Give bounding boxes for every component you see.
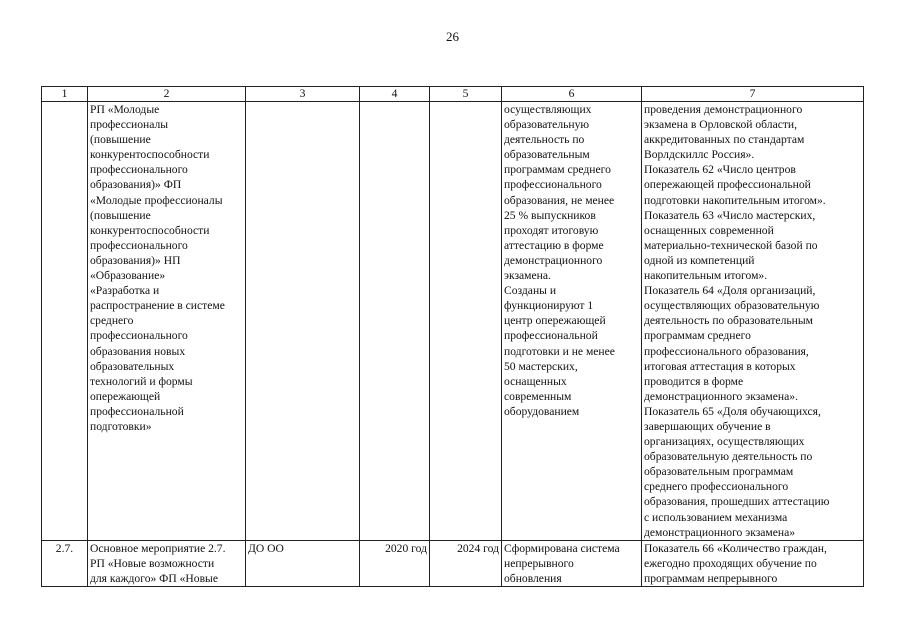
table-row bbox=[42, 540, 864, 586]
table-row bbox=[42, 102, 864, 541]
document-table bbox=[41, 86, 864, 587]
text-line: программам среднего bbox=[504, 163, 611, 177]
text-line: технологий и формы bbox=[90, 374, 193, 388]
text-line: образования, не менее bbox=[504, 193, 615, 207]
text-line: программам непрерывного bbox=[644, 571, 778, 585]
text-line: (повышение bbox=[90, 208, 151, 222]
text-line: итоговая аттестация в которых bbox=[644, 359, 796, 373]
header-cell-2: 2 bbox=[88, 87, 246, 102]
text-line: организациях, осуществляющих bbox=[644, 435, 805, 449]
text-line: образования новых bbox=[90, 344, 186, 358]
text-line: одной из компетенций bbox=[644, 253, 755, 267]
text-line: конкурентоспособности bbox=[90, 148, 210, 162]
text-line: программам среднего bbox=[644, 329, 751, 343]
page-number: 26 bbox=[446, 29, 459, 44]
header-cell-4: 4 bbox=[360, 87, 430, 102]
text-line: непрерывного bbox=[504, 556, 574, 570]
text-line: завершающих обучение в bbox=[644, 419, 771, 433]
row1-activity-cell bbox=[88, 102, 246, 541]
text-line: проводится в форме bbox=[644, 374, 744, 388]
header-cell-6: 6 bbox=[502, 87, 642, 102]
text-line: Ворлдскиллс Россия». bbox=[644, 148, 755, 162]
header-cell-5: 5 bbox=[430, 87, 502, 102]
text-line: опережающей bbox=[90, 389, 161, 403]
text-line: ежегодно проходящих обучение по bbox=[644, 556, 817, 570]
row1-start-cell bbox=[360, 102, 430, 541]
text-line: экзамена. bbox=[504, 269, 551, 283]
row2-activity-cell bbox=[88, 540, 246, 586]
text-line: подготовки и не менее bbox=[504, 344, 615, 358]
text-line: материально-технической базой по bbox=[644, 238, 818, 252]
text-line: «Образование» bbox=[90, 269, 166, 283]
text-line: профессионального образования, bbox=[644, 344, 809, 358]
text-line: аккредитованных по стандартам bbox=[644, 133, 805, 147]
text-line: осуществляющих bbox=[504, 103, 592, 116]
text-line: Показатель 63 «Число мастерских, bbox=[644, 208, 816, 222]
text-line: Основное мероприятие 2.7. bbox=[90, 541, 226, 555]
text-line: профессиональной bbox=[504, 329, 598, 343]
row1-indicator-cell bbox=[642, 102, 864, 541]
text-line: демонстрационного bbox=[504, 253, 603, 267]
text-line: оснащенных современной bbox=[644, 223, 774, 237]
text-line: обновления bbox=[504, 571, 562, 585]
text-line: образования)» НП bbox=[90, 253, 181, 267]
row1-number-cell bbox=[42, 102, 88, 541]
text-line: Показатель 65 «Доля обучающихся, bbox=[644, 404, 821, 418]
text-line: РП «Новые возможности bbox=[90, 556, 215, 570]
header-cell-3: 3 bbox=[246, 87, 360, 102]
text-line: экзамена в Орловской области, bbox=[644, 118, 798, 132]
text-line: (повышение bbox=[90, 133, 151, 147]
text-line: образовательную bbox=[504, 118, 590, 132]
text-line: осуществляющих образовательную bbox=[644, 299, 820, 313]
text-line: профессионального bbox=[504, 178, 602, 192]
text-line: 50 мастерских, bbox=[504, 359, 578, 373]
text-line: центр опережающей bbox=[504, 314, 606, 328]
row2-number-cell: 2.7. bbox=[42, 540, 88, 586]
text-line: оборудованием bbox=[504, 404, 580, 418]
text-line: среднего bbox=[90, 314, 134, 328]
text-line: РП «Молодые bbox=[90, 103, 160, 116]
header-cell-1: 1 bbox=[42, 87, 88, 102]
text-line: образовательных bbox=[90, 359, 175, 373]
row2-end-cell: 2024 год bbox=[430, 540, 502, 586]
text-line: профессионального bbox=[90, 238, 188, 252]
text-line: подготовки» bbox=[90, 419, 152, 433]
text-line: накопительным итогом». bbox=[644, 269, 768, 283]
text-line: «Молодые профессионалы bbox=[90, 193, 223, 207]
text-line: опережающей профессиональной bbox=[644, 178, 811, 192]
text-line: оснащенных bbox=[504, 374, 567, 388]
text-line: с использованием механизма bbox=[644, 510, 788, 524]
text-line: подготовки накопительным итогом». bbox=[644, 193, 826, 207]
row1-result-cell bbox=[502, 102, 642, 541]
text-line: Созданы и bbox=[504, 284, 557, 298]
header-cell-7: 7 bbox=[642, 87, 864, 102]
row1-executor-cell bbox=[246, 102, 360, 541]
text-line: профессиональной bbox=[90, 404, 184, 418]
text-line: Показатель 66 «Количество граждан, bbox=[644, 541, 827, 555]
text-line: для каждого» ФП «Новые bbox=[90, 571, 218, 585]
text-line: образовательную деятельность по bbox=[644, 450, 813, 464]
text-line: образования, прошедших аттестацию bbox=[644, 495, 830, 509]
text-line: аттестацию в форме bbox=[504, 238, 604, 252]
row2-result-cell bbox=[502, 540, 642, 586]
text-line: 25 % выпускников bbox=[504, 208, 596, 222]
text-line: деятельность по образовательным bbox=[644, 314, 813, 328]
text-line: современным bbox=[504, 389, 572, 403]
row2-indicator-cell bbox=[642, 540, 864, 586]
text-line: проведения демонстрационного bbox=[644, 103, 803, 116]
text-line: профессионального bbox=[90, 163, 188, 177]
text-line: Показатель 62 «Число центров bbox=[644, 163, 796, 177]
text-line: функционируют 1 bbox=[504, 299, 594, 313]
text-line: деятельность по bbox=[504, 133, 585, 147]
text-line: профессионального bbox=[90, 329, 188, 343]
text-line: демонстрационного экзамена» bbox=[644, 525, 796, 539]
table-header-row bbox=[42, 87, 864, 102]
text-line: проходят итоговую bbox=[504, 223, 599, 237]
row1-end-cell bbox=[430, 102, 502, 541]
text-line: распространение в системе bbox=[90, 299, 225, 313]
text-line: образования)» ФП bbox=[90, 178, 182, 192]
text-line: образовательным bbox=[504, 148, 590, 162]
text-line: профессионалы bbox=[90, 118, 169, 132]
text-line: «Разработка и bbox=[90, 284, 160, 298]
text-line: образовательным программам bbox=[644, 465, 794, 479]
row2-executor-cell: ДО ОО bbox=[246, 540, 360, 586]
text-line: конкурентоспособности bbox=[90, 223, 210, 237]
text-line: среднего профессионального bbox=[644, 480, 789, 494]
text-line: Сформирована система bbox=[504, 541, 620, 555]
text-line: Показатель 64 «Доля организаций, bbox=[644, 284, 816, 298]
row2-start-cell: 2020 год bbox=[360, 540, 430, 586]
text-line: демонстрационного экзамена». bbox=[644, 389, 798, 403]
